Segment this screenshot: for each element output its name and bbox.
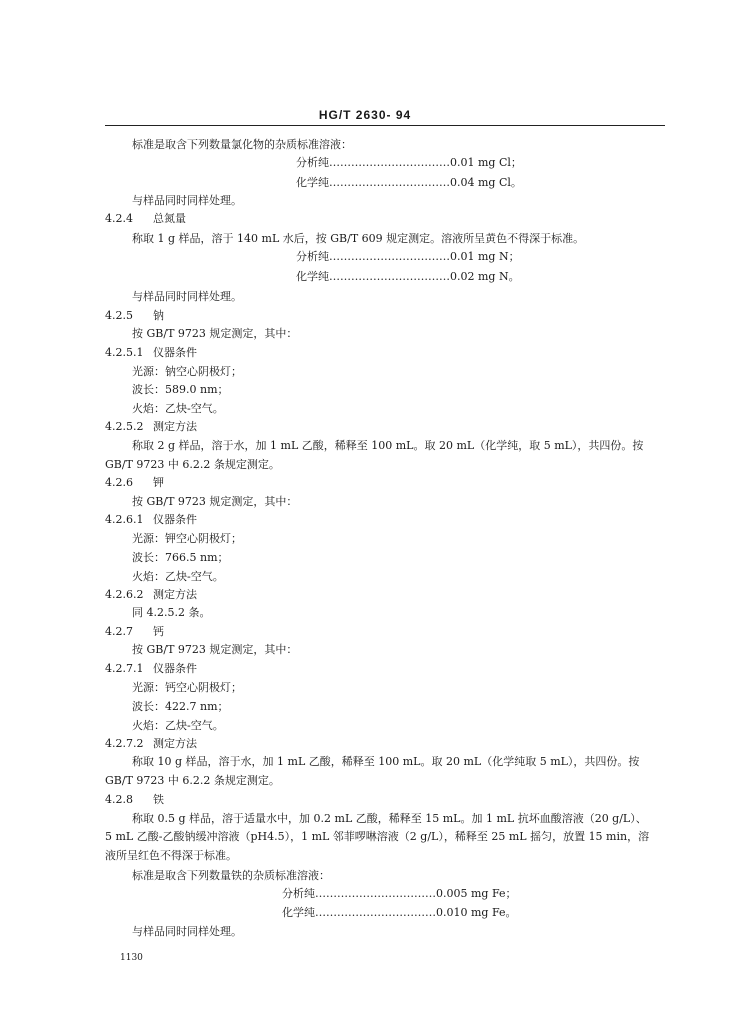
text-line: 称取 0.5 g 样品，溶于适量水中，加 0.2 mL 乙酸，稀释至 15 mL。加 1 mL 抗坏血酸溶液（20 g/L）、 bbox=[132, 812, 647, 825]
text-line: 液所呈红色不得深于标准。 bbox=[105, 849, 237, 862]
text-line: 称取 10 g 样品，溶于水，加 1 mL 乙酸，稀释至 100 mL。取 20 mL（化学纯取 5 mL），共四份。按 bbox=[132, 755, 640, 768]
section-title: 测定方法 bbox=[153, 420, 197, 433]
section-number: 4.2.5.1 bbox=[105, 346, 144, 359]
section-heading bbox=[105, 513, 197, 527]
section-title: 测定方法 bbox=[153, 737, 197, 750]
text-line: 按 GB/T 9723 规定测定，其中： bbox=[132, 495, 298, 508]
section-title: 仪器条件 bbox=[153, 662, 197, 675]
section-title: 仪器条件 bbox=[153, 513, 197, 526]
section-number: 4.2.6.2 bbox=[105, 588, 144, 601]
section-number: 4.2.5 bbox=[105, 309, 133, 322]
text-line: 按 GB/T 9723 规定测定，其中： bbox=[132, 327, 298, 340]
section-heading bbox=[105, 346, 197, 360]
text-line: 与样品同时同样处理。 bbox=[132, 194, 242, 207]
section-heading bbox=[105, 420, 197, 434]
text-line: GB/T 9723 中 6.2.2 条规定测定。 bbox=[105, 774, 280, 787]
page-number: 1130 bbox=[120, 953, 143, 963]
text-line: 光源：钠空心阴极灯； bbox=[132, 365, 242, 378]
text-line: 波长：766.5 nm； bbox=[132, 551, 229, 564]
section-heading bbox=[105, 588, 197, 602]
text-line: GB/T 9723 中 6.2.2 条规定测定。 bbox=[105, 458, 280, 471]
section-heading bbox=[105, 212, 186, 226]
text-line: 波长：589.0 nm； bbox=[132, 383, 229, 396]
section-heading bbox=[105, 737, 197, 751]
text-line: 标准是取含下列数量氯化物的杂质标准溶液： bbox=[132, 138, 352, 151]
section-title: 铁 bbox=[153, 793, 164, 806]
document-header: HG/T 2630- 94 bbox=[318, 108, 412, 122]
text-line: 5 mL 乙酸-乙酸钠缓冲溶液（pH4.5），1 mL 邻菲啰啉溶液（2 g/L），稀释至 25 mL 摇匀，放置 15 min，溶 bbox=[105, 830, 650, 843]
section-number: 4.2.8 bbox=[105, 793, 133, 806]
standard-value-line: 分析纯……………………………0.01 mg N； bbox=[296, 250, 520, 263]
section-number: 4.2.7.2 bbox=[105, 737, 144, 750]
text-line: 按 GB/T 9723 规定测定，其中： bbox=[132, 643, 298, 656]
standard-value-line: 化学纯……………………………0.010 mg Fe。 bbox=[282, 906, 517, 919]
text-line: 火焰：乙炔-空气。 bbox=[132, 402, 224, 415]
text-line: 与样品同时同样处理。 bbox=[132, 925, 242, 938]
standard-value-line: 分析纯……………………………0.005 mg Fe； bbox=[282, 887, 517, 900]
text-line: 波长：422.7 nm； bbox=[132, 700, 229, 713]
section-number: 4.2.5.2 bbox=[105, 420, 144, 433]
section-heading bbox=[105, 476, 164, 490]
text-line: 光源：钾空心阴极灯； bbox=[132, 532, 242, 545]
header-rule bbox=[105, 125, 665, 126]
text-line: 同 4.2.5.2 条。 bbox=[132, 606, 211, 619]
section-title: 测定方法 bbox=[153, 588, 197, 601]
section-heading bbox=[105, 662, 197, 676]
text-line: 光源：钙空心阴极灯； bbox=[132, 681, 242, 694]
section-title: 钠 bbox=[153, 309, 164, 322]
section-title: 仪器条件 bbox=[153, 346, 197, 359]
text-line: 称取 1 g 样品，溶于 140 mL 水后，按 GB/T 609 规定测定。溶液所呈黄色不得深于标准。 bbox=[132, 232, 585, 245]
section-number: 4.2.4 bbox=[105, 212, 133, 225]
standard-value-line: 分析纯……………………………0.01 mg Cl； bbox=[296, 156, 522, 169]
section-title: 钙 bbox=[153, 625, 164, 638]
text-line: 称取 2 g 样品，溶于水，加 1 mL 乙酸，稀释至 100 mL。取 20 mL（化学纯，取 5 mL），共四份。按 bbox=[132, 439, 644, 452]
section-number: 4.2.7.1 bbox=[105, 662, 144, 675]
text-line: 与样品同时同样处理。 bbox=[132, 290, 242, 303]
standard-value-line: 化学纯……………………………0.02 mg N。 bbox=[296, 270, 520, 283]
text-line: 标准是取含下列数量铁的杂质标准溶液： bbox=[132, 869, 330, 882]
section-heading bbox=[105, 793, 164, 807]
text-line: 火焰：乙炔-空气。 bbox=[132, 570, 224, 583]
section-heading bbox=[105, 625, 164, 639]
section-number: 4.2.6.1 bbox=[105, 513, 144, 526]
standard-value-line: 化学纯……………………………0.04 mg Cl。 bbox=[296, 176, 522, 189]
section-title: 钾 bbox=[153, 476, 164, 489]
section-number: 4.2.7 bbox=[105, 625, 133, 638]
text-line: 火焰：乙炔-空气。 bbox=[132, 719, 224, 732]
section-title: 总氮量 bbox=[153, 212, 186, 225]
section-heading bbox=[105, 309, 164, 323]
section-number: 4.2.6 bbox=[105, 476, 133, 489]
